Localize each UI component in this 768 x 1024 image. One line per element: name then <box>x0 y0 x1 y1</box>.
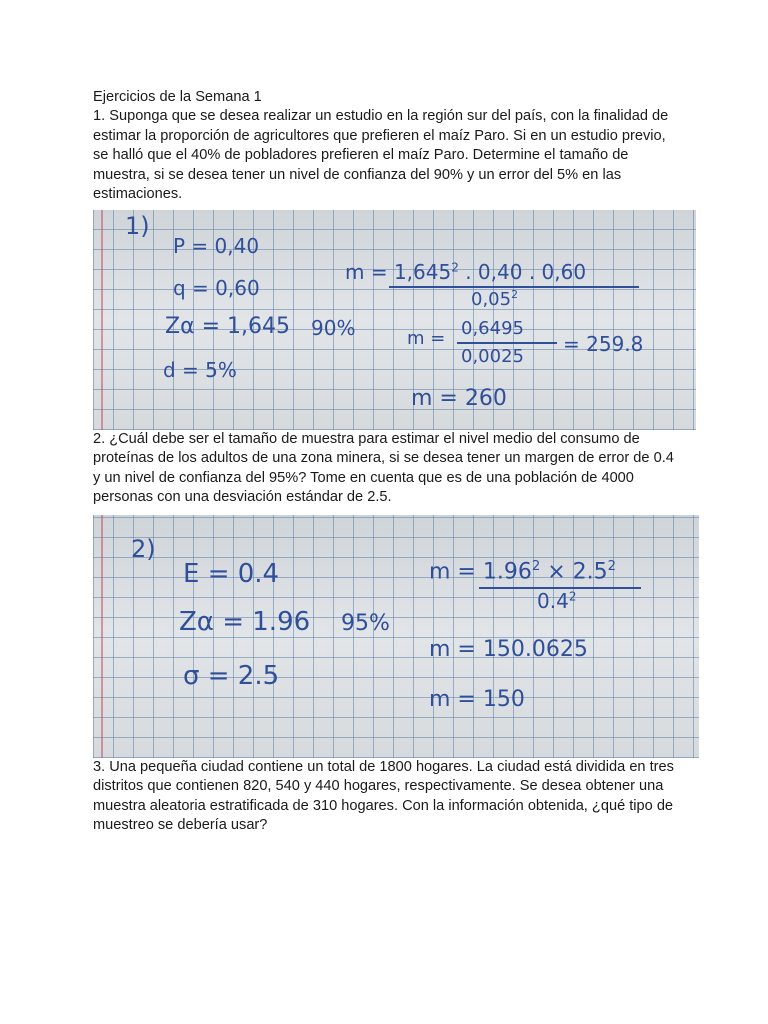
solution-1-p: P = 0,40 <box>173 234 260 258</box>
document-title: Ejercicios de la Semana 1 <box>93 89 262 105</box>
question-3-text: 3. Una pequeña ciudad contiene un total de 1800 hogares. La ciudad está dividida en tres distritos que contienen 820, 540 y 440 hogares, respectivamente. Se desea obtener una muestra aleatoria estratificada de 310 hogares. Con la información obtenida, ¿qué tipo de muestreo se debería usar? <box>93 759 674 834</box>
exercise-1-block <box>93 88 678 204</box>
solution-2-formula-numerator: $m = 1.96^2 \times 2.5^2$ <box>429 559 617 585</box>
solution-1-step2-denominator: 0,0025 <box>461 346 524 367</box>
solution-1-step2-numerator: 0,6495 <box>461 318 524 339</box>
handwritten-solution-1-photo <box>93 210 696 430</box>
notebook-margin-line <box>101 515 103 758</box>
solution-2-label: 2) <box>131 535 156 563</box>
solution-1-d: d = 5% <box>163 358 237 382</box>
question-2-text: 2. ¿Cuál debe ser el tamaño de muestra para estimar el nivel medio del consumo de proteínas de los adultos de una zona minera, si se desea tener un margen de error de 0.4 y un nivel de confianza del 95%? Tome en cuenta que es de una población de 4000 personas con una desviación estándar de 2.5. <box>93 431 674 506</box>
question-1-text: 1. Suponga que se desea realizar un estudio en la región sur del país, con la finalidad de estimar la proporción de agricultores que prefieren el maíz Paro. Si en un estudio previo, se halló que el 40% de pobladores prefieren el maíz Paro. Determine el tamaño de muestra, si se desea tener un nivel de confianza del 90% y un error del 5% en las estimaciones. <box>93 108 669 203</box>
solution-1-answer: m = 260 <box>411 386 507 411</box>
solution-1-confidence: 90% <box>311 316 356 340</box>
solution-1-step2-lhs: m = <box>407 328 446 349</box>
solution-1-step2-result: = 259.8 <box>563 332 644 356</box>
solution-1-z: Zα = 1,645 <box>165 314 290 339</box>
exercise-3-block <box>93 758 678 836</box>
exercise-2-block <box>93 430 678 508</box>
solution-2-formula-denominator: $0.4^2$ <box>537 589 577 613</box>
solution-1-formula-denominator: 0,05$^2$ <box>471 288 518 310</box>
solution-2-answer: m = 150 <box>429 687 525 712</box>
solution-2-step2: m = 150.0625 <box>429 637 588 662</box>
solution-2-e: E = 0.4 <box>183 559 280 589</box>
handwritten-solution-2-photo <box>93 515 699 758</box>
solution-1-q: q = 0,60 <box>173 276 260 300</box>
solution-2-confidence: 95% <box>341 611 390 636</box>
solution-1-label: 1) <box>125 212 150 240</box>
solution-1-formula-numerator: $m = 1,645^2$ . 0,40 . 0,60 <box>345 260 587 284</box>
solution-2-sigma: σ = 2.5 <box>183 661 280 691</box>
notebook-margin-line <box>101 210 103 430</box>
solution-1-step2-fraction-bar <box>457 342 557 344</box>
solution-2-z: Zα = 1.96 <box>179 607 311 637</box>
